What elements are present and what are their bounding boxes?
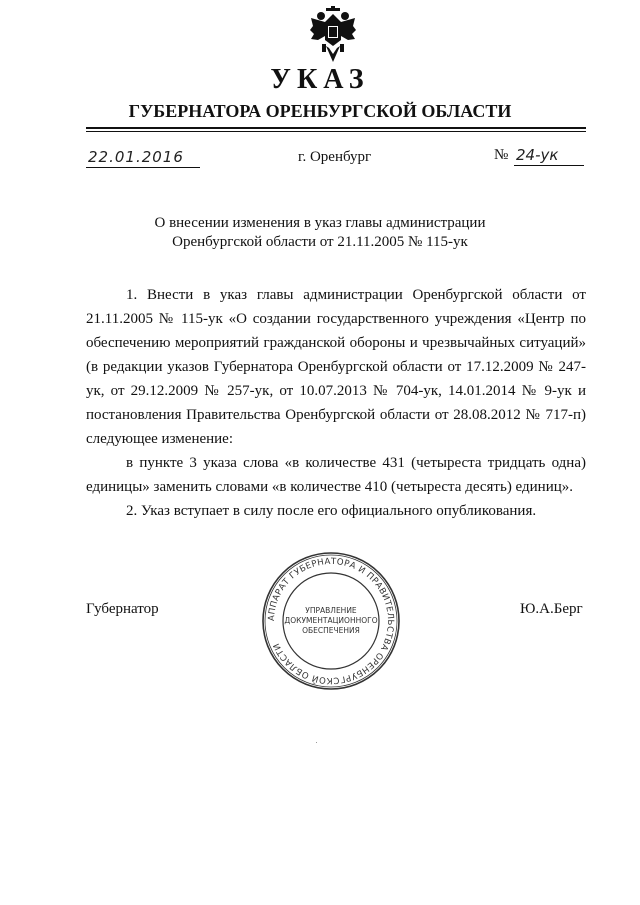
document-title: УКАЗ (270, 64, 370, 95)
stamp-ring-text: АППАРАТ ГУБЕРНАТОРА И ПРАВИТЕЛЬСТВА ОРЕНБУРГСКОЙ ОБЛАСТИ (266, 556, 396, 686)
heading-line-1: О внесении изменения в указ главы администрации (154, 215, 486, 231)
stamp-line-2: ДОКУМЕНТАЦИОННОГО (284, 616, 378, 625)
coat-of-arms-icon (308, 6, 358, 68)
document-number: 24-ук (516, 146, 559, 164)
header-divider-thin (86, 131, 586, 132)
body-paragraph-2: в пункте 3 указа слова «в количестве 431 (четыреста тридцать одна) единицы» заменить словами «в количестве 410 (четыреста десять) единиц». (86, 455, 586, 495)
body-paragraph-3: 2. Указ вступает в силу после его официального опубликования. (126, 503, 537, 519)
number-underline (514, 165, 584, 166)
signatory-name: Ю.А.Берг (520, 601, 583, 617)
document-body (86, 283, 586, 523)
date-underline (86, 167, 200, 168)
document-city: г. Оренбург (298, 149, 372, 165)
document-heading (0, 214, 640, 252)
document-date: 22.01.2016 (88, 148, 184, 166)
stamp-line-1: УПРАВЛЕНИЕ (305, 606, 357, 615)
document-subtitle: ГУБЕРНАТОРА ОРЕНБУРГСКОЙ ОБЛАСТИ (128, 101, 512, 121)
stamp-line-3: ОБЕСПЕЧЕНИЯ (302, 626, 360, 635)
number-label: № (494, 147, 509, 163)
body-paragraph-1: 1. Внести в указ главы администрации Оренбургской области от 21.11.2005 № 115-ук «О создании государственного учреждения «Центр по обеспечению мероприятий гражданской обороны и чрезвычайных ситуаций» (в редакции указов Губернатора Оренбургской области от 17.12.2009 № 247-ук, от 29.12.2009 № 257-ук, от 10.07.2013 № 704-ук, 14.01.2014 № 9-ук и постановления Правительства Оренбургской области от 28.08.2012 № 717-п) следующее изменение: (86, 287, 586, 447)
header-divider-thick (86, 127, 586, 129)
scan-speck (316, 742, 317, 743)
signatory-position: Губернатор (86, 601, 159, 617)
official-stamp-icon (261, 551, 401, 691)
heading-line-2: Оренбургской области от 21.11.2005 № 115-ук (172, 234, 468, 250)
